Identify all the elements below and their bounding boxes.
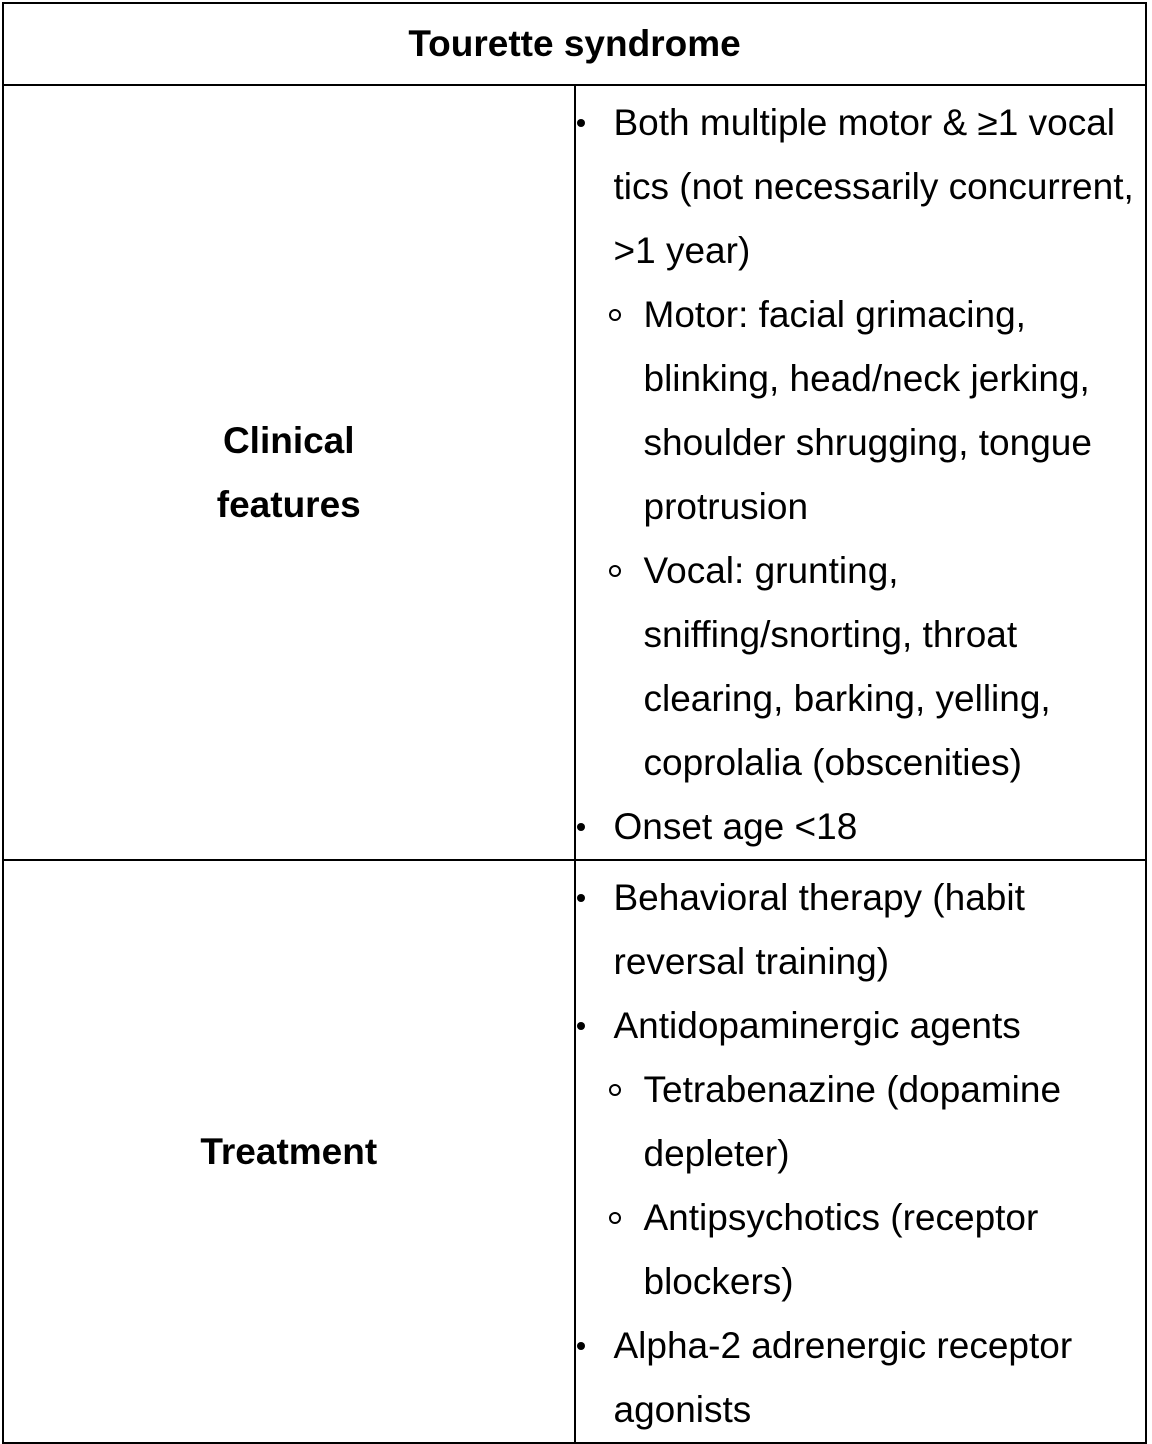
hollow-bullet-icon (609, 565, 621, 577)
tourette-table (2, 2, 1147, 1444)
list-item-text: Behavioral therapy (habit reversal training) (613, 877, 1025, 982)
clinical-features-label (3, 85, 575, 860)
bullet-icon (577, 1022, 585, 1030)
list-item-text: Both multiple motor & ≥1 vocal tics (not necessarily concurrent, >1 year) (613, 102, 1134, 271)
sublist-item (576, 1186, 1146, 1314)
treatment-row (3, 860, 1146, 1443)
treatment-list (576, 861, 1146, 1442)
sublist-item (576, 1058, 1146, 1186)
list-item-text: Alpha-2 adrenergic receptor agonists (613, 1325, 1073, 1430)
clinical-features-row (3, 85, 1146, 860)
hollow-bullet-icon (609, 1084, 621, 1096)
clinical-features-label-line1: Clinical (222, 419, 355, 461)
list-item-text: Onset age <18 (613, 806, 858, 847)
sublist-item-text: Motor: facial grimacing, blinking, head/neck jerking, shoulder shrugging, tongue protrusion (643, 294, 1092, 527)
list-item (576, 866, 1146, 994)
list-item (576, 994, 1146, 1314)
treatment-content (575, 860, 1147, 1443)
sublist-item (576, 539, 1146, 795)
sublist-item-text: Antipsychotics (receptor blockers) (643, 1197, 1039, 1302)
clinical-features-list (576, 86, 1146, 859)
sublist-item (576, 283, 1146, 539)
clinical-features-label-line2: features (216, 483, 361, 525)
treatment-label-text: Treatment (200, 1130, 378, 1172)
table-header-row (3, 3, 1146, 85)
bullet-icon (577, 894, 585, 902)
table-title: Tourette syndrome (3, 3, 1146, 85)
sublist (576, 1058, 1146, 1314)
bullet-icon (577, 119, 585, 127)
sublist-item-text: Tetrabenazine (dopamine depleter) (643, 1069, 1062, 1174)
hollow-bullet-icon (609, 309, 621, 321)
list-item (576, 91, 1146, 795)
treatment-label (3, 860, 575, 1443)
sublist-item-text: Vocal: grunting, sniffing/snorting, throat clearing, barking, yelling, coprolalia (obscenities) (643, 550, 1051, 783)
bullet-icon (577, 1342, 585, 1350)
hollow-bullet-icon (609, 1212, 621, 1224)
sublist (576, 283, 1146, 795)
list-item (576, 795, 1146, 859)
list-item (576, 1314, 1146, 1442)
bullet-icon (577, 823, 585, 831)
list-item-text: Antidopaminergic agents (613, 1005, 1021, 1046)
clinical-features-content (575, 85, 1147, 860)
